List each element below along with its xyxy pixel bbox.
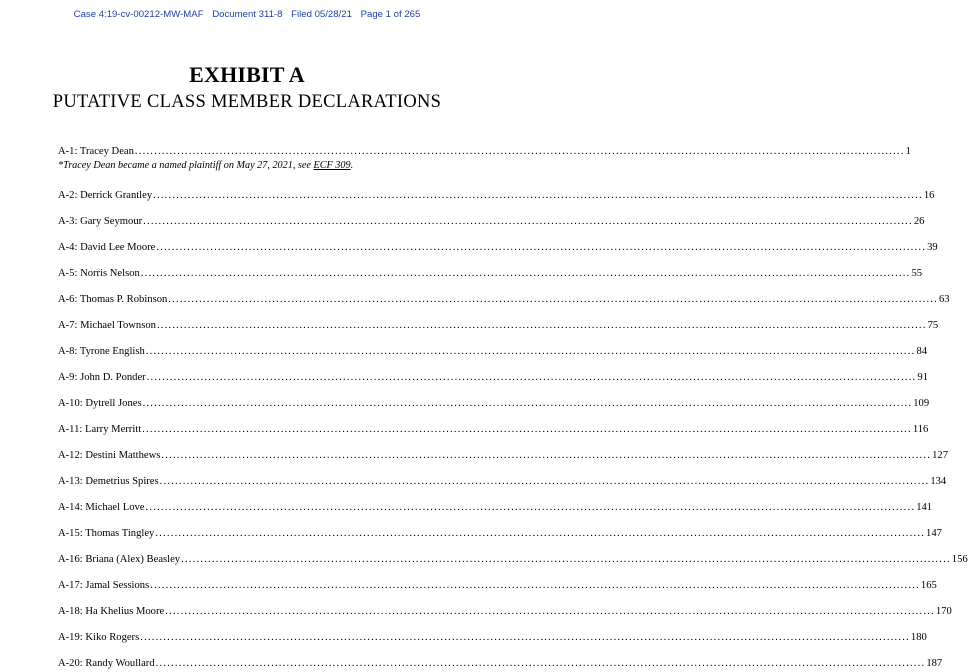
toc-entry-page: 39 [927,242,938,253]
toc-entry-page: 127 [932,450,948,461]
dot-leader: ........................................................................................................................................................................................................ [145,346,916,357]
dot-leader: ........................................................................................................................................................................................................ [161,450,932,461]
toc-entry [58,528,942,542]
dot-leader: ........................................................................................................................................................................................................ [142,398,913,409]
toc-entry-page: 109 [913,398,930,409]
dot-leader: ........................................................................................................................................................................................................ [165,606,935,617]
case-header [0,9,494,20]
toc-entry-label: A-1: Tracey Dean [58,146,134,157]
dot-leader: ........................................................................................................................................................................................................ [155,528,926,539]
toc-entry [58,242,938,256]
filed-date: Filed 05/28/21 [291,9,352,20]
dot-leader: ........................................................................................................................................................................................................ [156,242,927,253]
dot-leader: ........................................................................................................................................................................................................ [159,476,930,487]
toc-entry-page: 75 [927,320,939,331]
toc-entry-label: A-6: Thomas P. Robinson [58,294,168,305]
document-number: Document 311-8 [212,9,283,20]
toc-entry-label: A-16: Briana (Alex) Beasley [58,554,181,565]
toc-entry-label: A-14: Michael Love [58,502,145,513]
toc-entry-label: A-18: Ha Khelius Moore [58,606,165,617]
toc-entry-label: A-4: David Lee Moore [58,242,156,253]
toc-entry [58,398,930,412]
dot-leader: ........................................................................................................................................................................................................ [168,294,938,305]
toc-entry [58,450,948,464]
dot-leader: ........................................................................................................................................................................................................ [140,268,911,279]
toc-entry [58,216,925,230]
toc-entry [58,268,923,282]
toc-entry-page: 84 [916,346,928,357]
footnote-text: *Tracey Dean became a named plaintiff on May 27, 2021, see [58,160,314,171]
toc-entry [58,632,927,646]
dot-leader: ........................................................................................................................................................................................................ [145,502,916,513]
toc-entry [58,320,939,334]
toc-entry-page: 134 [930,476,947,487]
toc-entry-page: 187 [926,658,943,669]
toc-entry [58,190,935,204]
toc-entry-label: A-7: Michael Townson [58,320,156,331]
toc-entry-page: 180 [910,632,927,643]
toc-entry-page: 147 [926,528,942,539]
toc-entry-label: A-11: Larry Merritt [58,424,142,435]
exhibit-title: EXHIBIT A [189,62,305,87]
toc-entry [58,658,943,672]
toc-entry-page: 156 [951,554,968,565]
toc-entry [58,580,937,594]
toc-entry-label: A-19: Kiko Rogers [58,632,140,643]
dot-leader: ........................................................................................................................................................................................................ [150,580,920,591]
dot-leader: ........................................................................................................................................................................................................ [143,216,913,227]
dot-leader: ........................................................................................................................................................................................................ [140,632,910,643]
toc-entry-label: A-15: Thomas Tingley [58,528,155,539]
toc-entry-label: A-5: Norris Nelson [58,268,140,279]
toc-entry [58,554,968,568]
toc-entry-page: 63 [938,294,950,305]
toc-entry-label: A-17: Jamal Sessions [58,580,150,591]
dot-leader: ........................................................................................................................................................................................................ [181,554,951,565]
toc-entry-page: 116 [912,424,929,435]
footnote [58,160,353,171]
toc-entry-label: A-3: Gary Seymour [58,216,143,227]
toc-entry [58,146,911,160]
toc-entry [58,372,928,386]
toc-entry [58,294,950,308]
page-indicator: Page 1 of 265 [360,9,421,20]
dot-leader: ........................................................................................................................................................................................................ [155,658,926,669]
toc-entry-page: 55 [911,268,923,279]
ecf-link[interactable]: ECF 309 [313,160,351,171]
toc-entry-page: 16 [923,190,935,201]
dot-leader: ........................................................................................................................................................................................................ [153,190,923,201]
toc-entry-label: A-10: Dytrell Jones [58,398,142,409]
toc-entry-page: 26 [913,216,925,227]
dot-leader: ........................................................................................................................................................................................................ [142,424,912,435]
footnote-end: . [350,160,354,171]
exhibit-subtitle: PUTATIVE CLASS MEMBER DECLARATIONS [52,92,442,112]
case-number: Case 4:19-cv-00212-MW-MAF [73,9,204,20]
toc-entry-page: 170 [935,606,952,617]
toc-entry-page: 165 [920,580,937,591]
dot-leader: ........................................................................................................................................................................................................ [156,320,927,331]
toc-entry [58,606,952,620]
dot-leader: ........................................................................................................................................................................................................ [146,372,917,383]
toc-entry [58,424,929,438]
toc-entry-label: A-9: John D. Ponder [58,372,146,383]
toc-entry-label: A-20: Randy Woullard [58,658,155,669]
toc-entry-label: A-13: Demetrius Spires [58,476,159,487]
toc-entry [58,346,928,360]
toc-entry-page: 1 [905,146,911,157]
toc-entry [58,476,947,490]
toc-entry-label: A-8: Tyrone English [58,346,145,357]
toc-entry-label: A-12: Destini Matthews [58,450,161,461]
toc-entry-label: A-2: Derrick Grantley [58,190,153,201]
toc-entry [58,502,933,516]
dot-leader: ........................................................................................................................................................................................................ [134,146,905,157]
toc-entry-page: 91 [917,372,928,383]
toc-entry-page: 141 [916,502,933,513]
